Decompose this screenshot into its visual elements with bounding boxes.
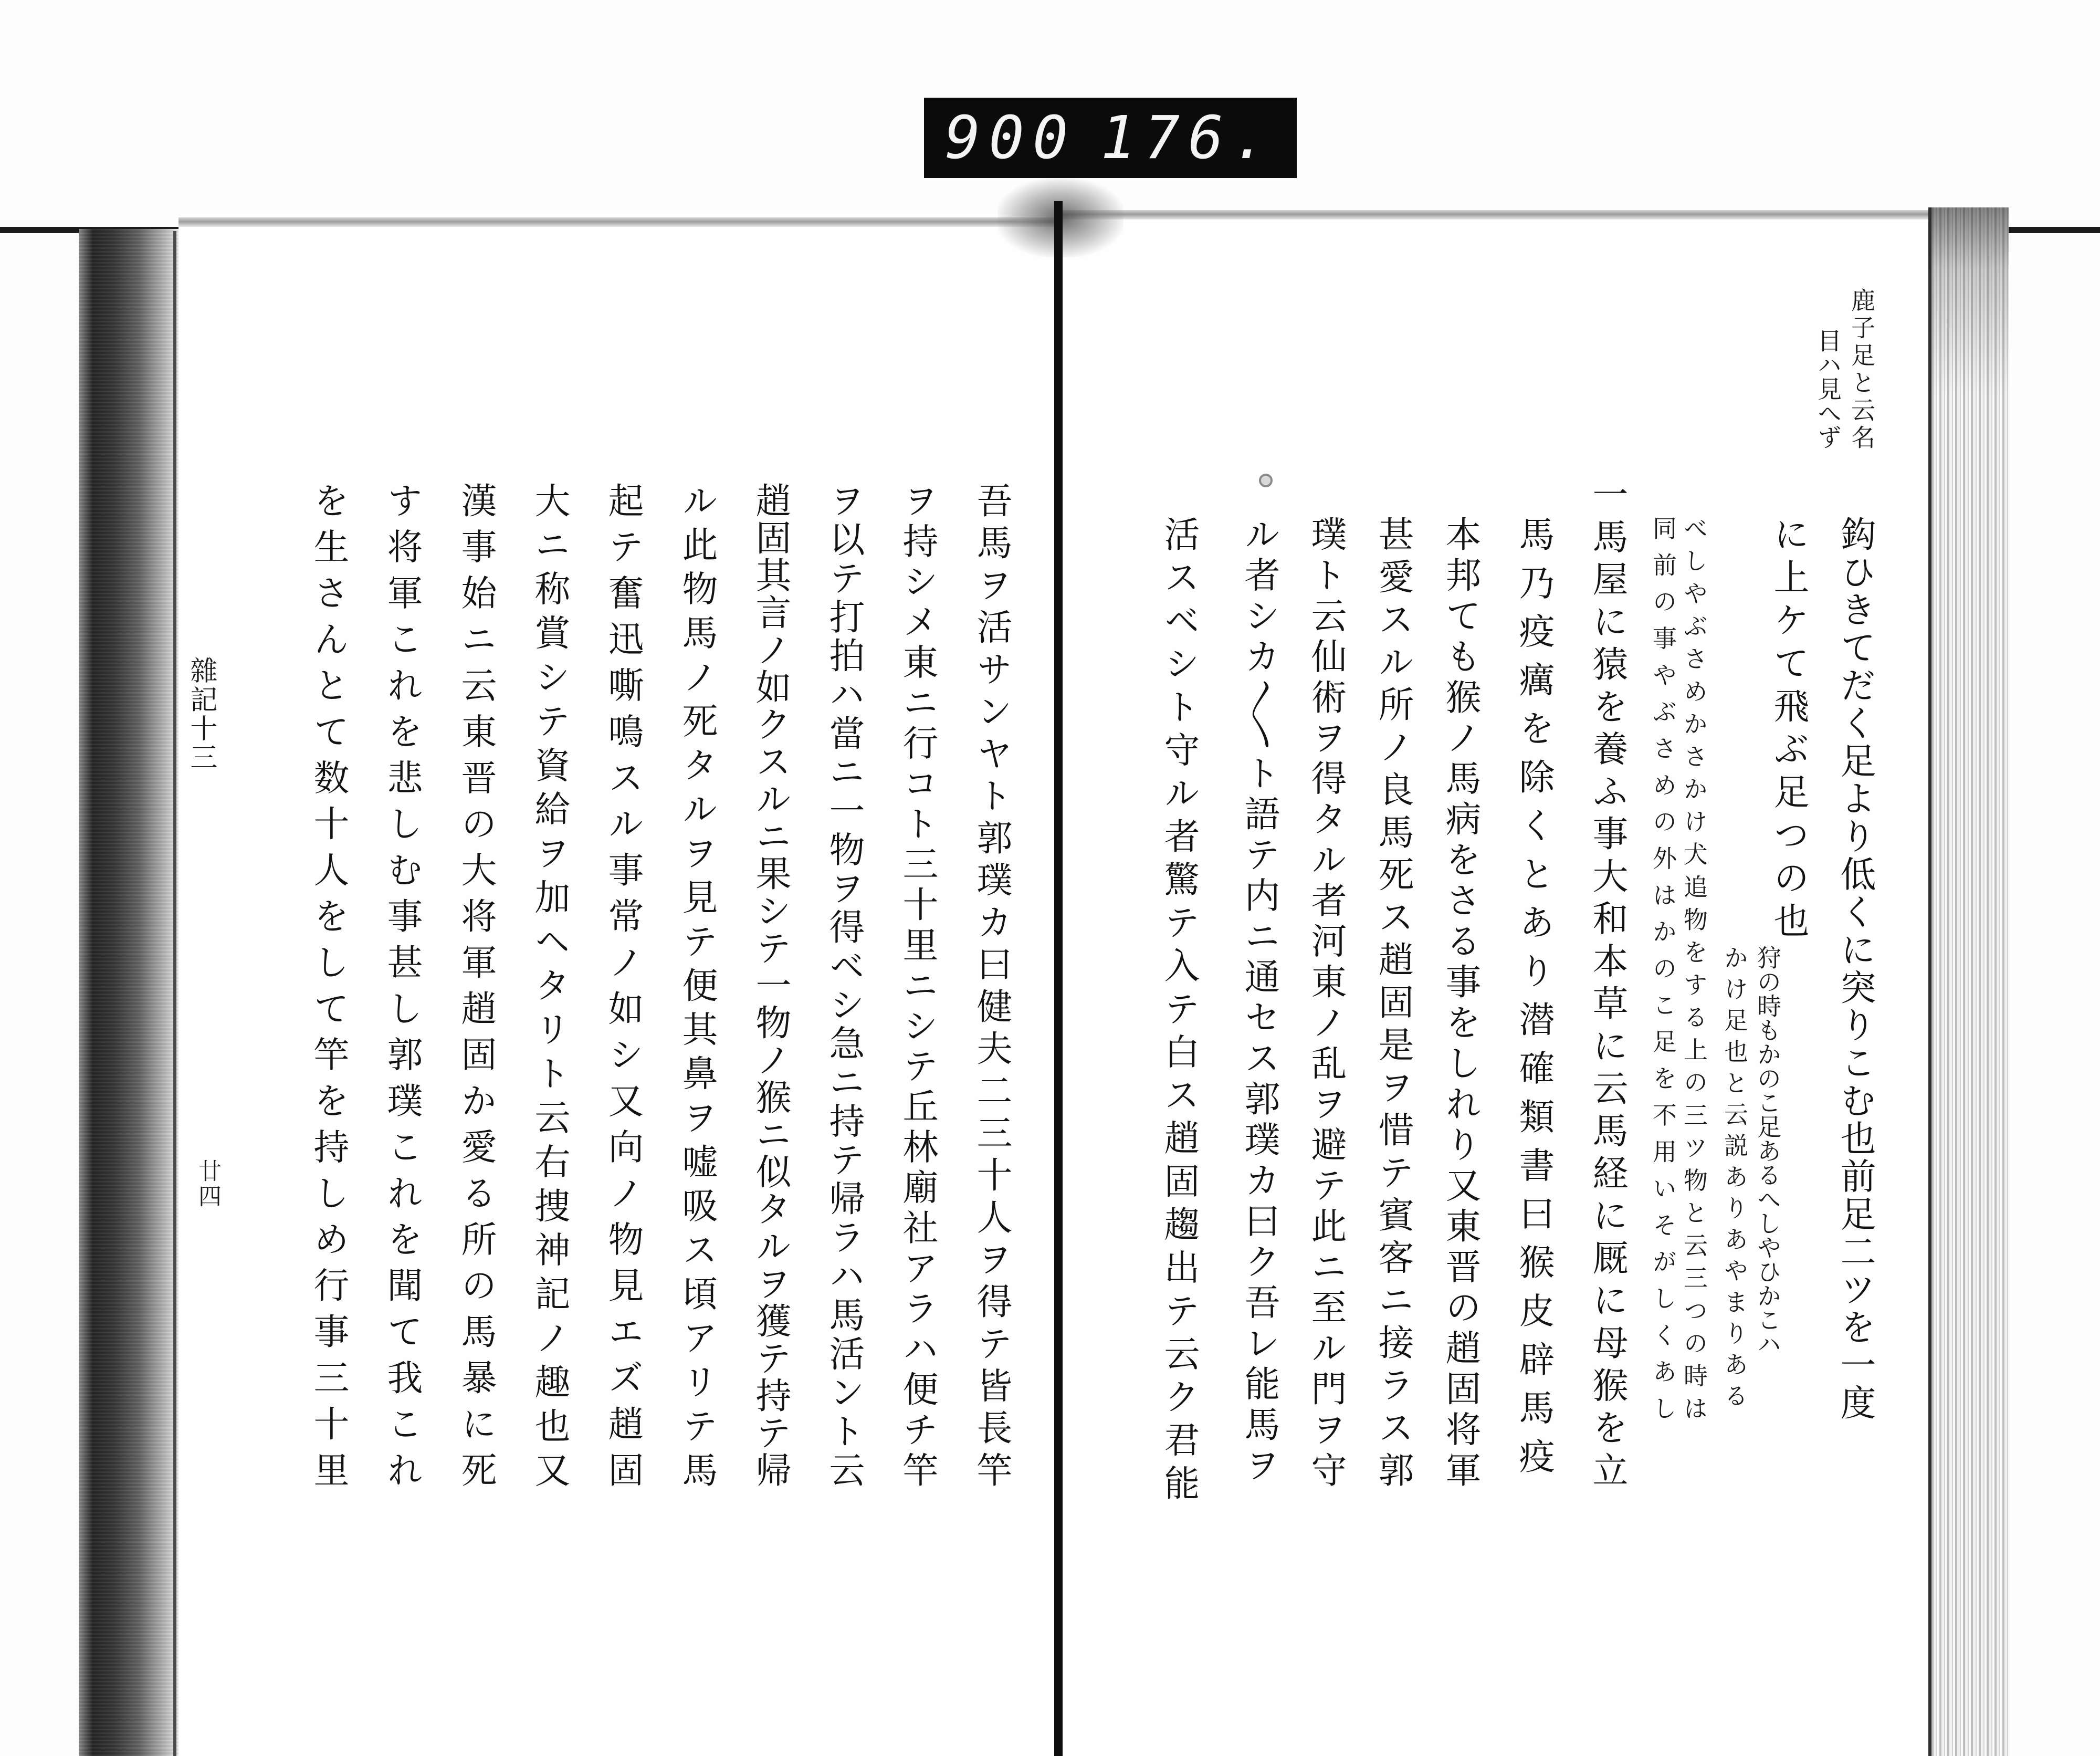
left-text-column-1: 吾馬ヲ活サンヤト郭璞カ曰健夫二三十人ヲ得テ皆長竿 [971, 482, 1012, 1487]
right-text-column-4: 馬乃疫癘を除くとあり潜確類書曰猴皮辟馬疫 [1513, 516, 1555, 1473]
interlinear-note-1: 狩の時もかのこ足あるへしやひかこハ [1754, 945, 1782, 1356]
left-text-column-5: ル此物馬ノ死タルヲ見テ便其鼻ヲ嘘吸ス頃アリテ馬 [676, 482, 718, 1487]
interlinear-note-3: べしやぶさめかさかけ犬追物をする上の三ツ物と云三つの時は [1680, 516, 1708, 1420]
reel-number: 900 [945, 103, 1077, 172]
right-text-column-6: 甚愛スル所ノ良馬死ス趙固是ヲ惜テ賓客ニ接ラス郭 [1372, 516, 1414, 1487]
right-text-column-7: 璞ト云仙術ヲ得タル者河東ノ乱ヲ避テ此ニ至ル門ヲ守 [1305, 516, 1347, 1488]
right-page-stack-edge [1928, 207, 2009, 1756]
right-page-header-note-1: 鹿子足と云名 [1847, 288, 1876, 449]
left-text-column-4: 趙固其言ノ如クスルニ果シテ一物ノ猴ニ似タルヲ獲テ持テ帰 [750, 482, 791, 1487]
interlinear-note-4: 同前の事やぶさめの外はかのこ足を不用いそがしくあし [1649, 516, 1677, 1420]
right-page-header-note-2: 目ハ見へず [1814, 328, 1842, 449]
right-text-column-5: 本邦ても猴ノ馬病をさる事をしれり又東晋の趙固将軍 [1440, 516, 1481, 1487]
left-text-column-2: ヲ持シメ東ニ行コト三十里ニシテ丘林廟社アラハ便チ竿 [897, 482, 938, 1487]
right-text-column-8: ル者シカ〳〵ト語テ内ニ通セス郭璞カ曰ク吾レ能馬ヲ [1238, 516, 1280, 1488]
frame-number-label [924, 98, 1297, 178]
left-page-top-edge [178, 217, 1054, 227]
left-book-edge-shadow [79, 229, 178, 1756]
left-text-column-8: 漢事始ニ云東晋の大将軍趙固か愛る所の馬暴に死 [455, 482, 497, 1488]
left-text-column-9: す将軍これを悲しむ事甚し郭璞これを聞て我これ [381, 482, 423, 1487]
margin-volume-title: 雜記十三 [185, 656, 217, 770]
right-text-column-1: 鈎ひきてだく足より低くに突りこむ也前足二ツを一度 [1834, 516, 1876, 1420]
folio-number: 廿四 [194, 1159, 221, 1207]
right-page-top-edge [1063, 210, 1928, 220]
interlinear-note-2: かけ足也と云説ありあやまりある [1720, 945, 1749, 1407]
top-rule-right [2009, 227, 2100, 233]
left-text-column-6: 起テ奮迅嘶鳴スル事常ノ如シ又向ノ物見エズ趙固 [602, 482, 644, 1488]
binding-hole-mark [1259, 474, 1273, 487]
left-page-edge-line [173, 231, 176, 1756]
left-text-column-7: 大ニ称賞シテ資給ヲ加ヘタリト云右捜神記ノ趣也又 [529, 482, 570, 1487]
frame-number: 176. [1100, 103, 1276, 172]
right-text-column-9: 活スベシト守ル者驚テ入テ白ス趙固趨出テ云ク君能 [1158, 516, 1200, 1500]
left-text-column-10: を生さんとて数十人をして竿を持しめ行事三十里 [308, 482, 349, 1487]
book-gutter [1054, 201, 1063, 1756]
left-text-column-3: ヲ以テ打拍ハ當ニ一物ヲ得ベシ急ニ持テ帰ラハ馬活ント云 [823, 482, 865, 1487]
right-text-column-3: 一馬屋に猿を養ふ事大和本草に云馬経に厩に母猴を立 [1587, 476, 1628, 1487]
right-text-column-2: に上ケて飛ぶ足つの也 [1768, 516, 1809, 938]
